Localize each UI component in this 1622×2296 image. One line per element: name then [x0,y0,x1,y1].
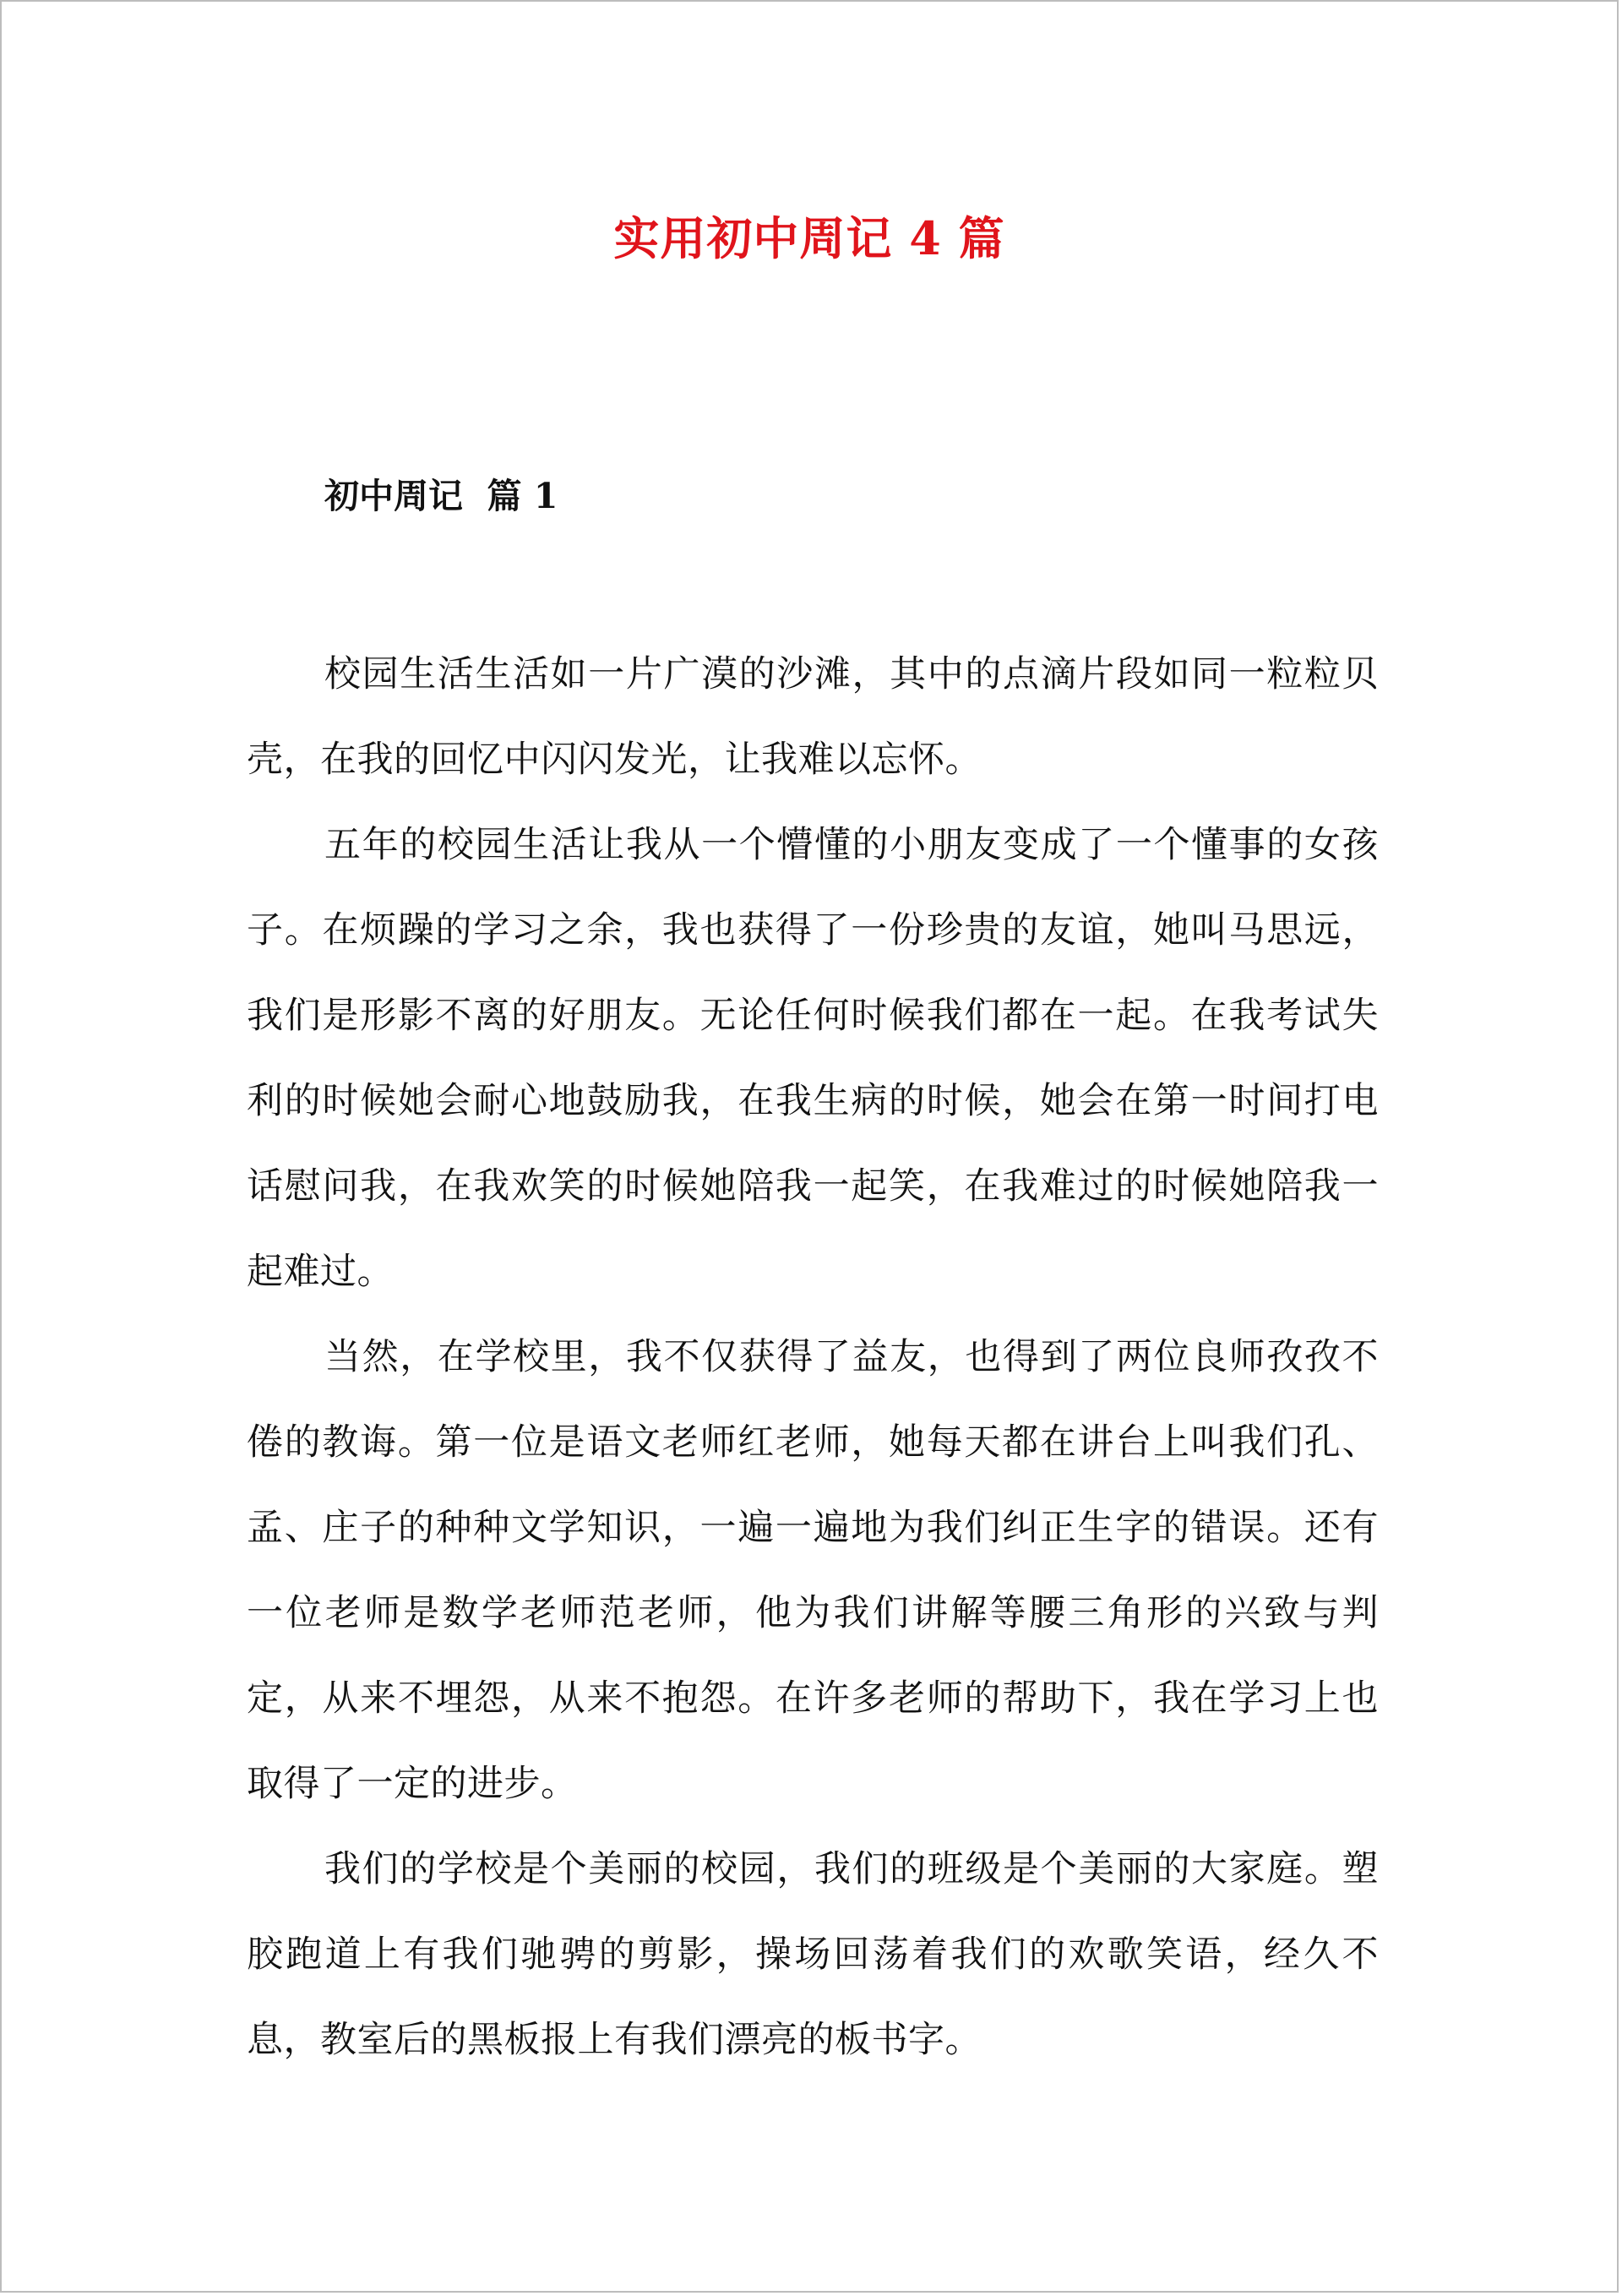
document-body [247,632,1379,2083]
paragraph-1: 校园生活生活如一片广漠的沙滩，其中的点滴片段如同一粒粒贝壳，在我的回忆中闪闪发光，让我难以忘怀。 [247,653,1379,781]
paragraph-4: 我们的学校是个美丽的校园，我们的班级是个美丽的大家庭。塑胶跑道上有我们驰骋的剪影，操场回荡着我们的欢歌笑语，经久不息，教室后的黑板报上有我们漂亮的板书字。 [247,1848,1379,2061]
section-heading: 初中周记 篇 1 [324,476,558,516]
paragraph-2: 五年的校园生活让我从一个懵懂的小朋友变成了一个懂事的女孩子。在烦躁的学习之余，我也获得了一份珍贵的友谊，她叫马思远，我们是形影不离的好朋友。无论任何时候我们都在一起。在我考试失利的时候她会耐心地鼓励我，在我生病的时候，她会在第一时间打电话慰问我，在我欢笑的时候她陪我一起笑，在我难过的时候她陪我一起难过。 [247,824,1379,1293]
paragraph-3: 当然，在学校里，我不仅获得了益友，也得到了两位良师孜孜不倦的教诲。第一位是语文老师红老师，她每天都在讲台上叫我们孔、孟、庄子的种种文学知识，一遍一遍地为我们纠正生字的错误。还有一位老师是数学老师范老师，他为我们讲解等腰三角形的兴致与判定，从来不埋怨，从来不抱怨。在许多老师的帮助下，我在学习上也取得了一定的进步。 [247,1336,1379,1805]
document-title: 实用初中周记 4 篇 [613,211,1005,265]
